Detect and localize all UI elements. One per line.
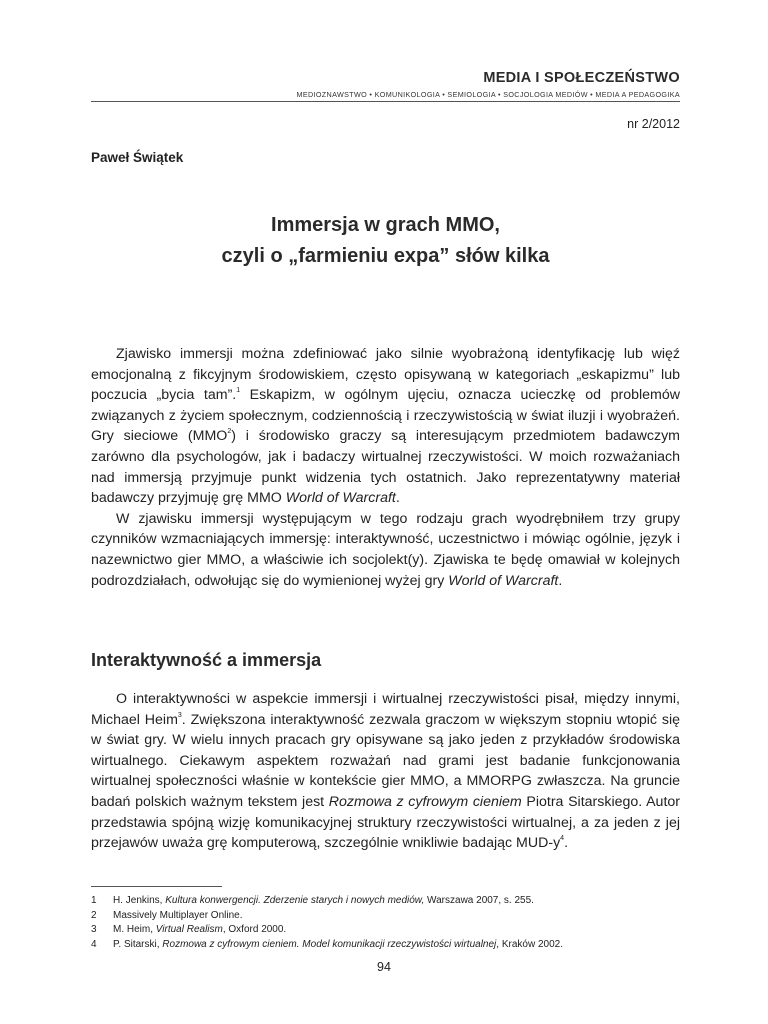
text-run: P. Sitarski, — [113, 938, 163, 950]
text-run: ) i środowisko graczy są interesującym przedmiotem badawczym zarówno dla psychologów, jak i badaczy wirtualnej rzeczywistości. W moich rozważaniach nad immersją przyjmuje punkt widzenia tych ostatnich. Jako reprezentatywny materiał badawczy przyjmuję grę MMO — [91, 428, 681, 507]
text-run: Eskapizm, w ogólnym ujęciu, oznacza ucieczkę od problemów związanych z życiem społecznym, codziennością i rzeczywistością w świat iluzji i wyobrażeń. Gry sieciowe (MMO — [91, 387, 680, 445]
footnote-ref[interactable]: 3 — [177, 711, 182, 719]
text-run: Piotra Sitarskiego. Autor przedstawia spójną wizję komunikacyjnej struktury rzeczywistości wirtualnej, a za jeden z jej przejawów uważa grę komputerową, szczególnie wnikliwie badając MUD-y — [91, 793, 681, 852]
journal-subtitle: MEDIOZNAWSTWO • KOMUNIKOLOGIA • SEMIOLOGIA • SOCJOLOGIA MEDIÓW • MEDIA A PEDAGOGIKA — [296, 90, 680, 99]
footnote-ref[interactable]: 2 — [227, 428, 232, 436]
footnote-ref[interactable]: 1 — [236, 387, 241, 395]
footnote — [91, 909, 680, 924]
paragraph — [91, 689, 680, 854]
text-run: , Kraków 2002. — [496, 938, 563, 950]
footnote-text — [113, 923, 286, 938]
text-run: Zjawisko immersji można zdefiniować jako silnie wyobrażoną identyfikację lub więź emocjonalną z fikcyjnym środowiskiem, często opisywaną w kategoriach „eskapizmu” lub poczucia „bycia tam”. — [91, 346, 680, 404]
page-number: 94 — [377, 960, 391, 974]
footnote-number: 4 — [91, 938, 97, 950]
article-title — [91, 210, 680, 272]
footnote-number: 3 — [91, 924, 97, 936]
issue-number: nr 2/2012 — [627, 117, 680, 131]
paragraph — [91, 344, 680, 509]
section-text — [91, 689, 680, 854]
text-run: . — [564, 835, 569, 852]
text-run: H. Jenkins, — [113, 895, 166, 906]
italic-title: Rozmowa z cyfrowym cieniem. Model komunikacji rzeczywistości wirtualnej — [162, 938, 497, 950]
footnote-number: 2 — [91, 909, 97, 921]
italic-title: Rozmowa z cyfrowym cieniem — [328, 793, 522, 810]
footnote-text — [113, 894, 534, 909]
italic-title: Kultura konwergencji. Zderzenie starych i nowych mediów, — [165, 895, 425, 906]
intro-text — [91, 344, 680, 591]
footnote-text — [113, 909, 243, 924]
text-run: M. Heim, — [113, 924, 156, 936]
text-run: , Oxford 2000. — [222, 924, 287, 936]
text-run: Massively Multiplayer Online. — [113, 909, 243, 921]
paragraph — [91, 509, 680, 591]
italic-title: World of Warcraft — [448, 572, 559, 589]
footnote-ref[interactable]: 4 — [560, 835, 565, 843]
italic-title: Virtual Realism — [155, 924, 223, 936]
italic-title: World of Warcraft — [285, 490, 396, 507]
text-run: . — [395, 490, 400, 507]
text-run: Warszawa 2007, s. 255. — [424, 895, 534, 906]
text-run: . Zwiększona interaktywność zezwala graczom w większym stopniu wtopić się w świat gry. W wielu innych pracach gry opisywane są jako jeden z przykładów środowiska wirtualnego. Ciekawym aspektem rozważań nad grami jest badanie funkcjonowania wirtualnej społeczności właśnie w kontekście gier MMO, a MMORPG zwłaszcza. Na gruncie badań polskich ważnym tekstem jest — [91, 711, 680, 810]
header-divider — [91, 101, 680, 102]
title-line-1: Immersja w grach MMO, — [271, 214, 500, 236]
footnote — [91, 923, 680, 938]
footnote-text — [113, 938, 563, 953]
title-line-2: czyli o „farmieniu expa” słów kilka — [221, 245, 550, 267]
footnotes — [91, 894, 680, 952]
footnote-number: 1 — [91, 895, 97, 906]
text-run: O interaktywności w aspekcie immersji i wirtualnej rzeczywistości pisał, między innymi, Michael Heim — [91, 691, 680, 728]
footnote-divider — [91, 886, 222, 887]
footnote — [91, 894, 680, 909]
author-name: Paweł Świątek — [91, 150, 184, 165]
journal-title: MEDIA I SPOŁECZEŃSTWO — [483, 70, 680, 86]
footnote — [91, 938, 680, 953]
text-run: W zjawisku immersji występującym w tego rodzaju grach wyodrębniłem trzy grupy czynników wzmacniających immersję: interaktywność, uczestnictwo i mówiąc ogólnie, język i nazewnictwo gier MMO, a właściwie ich socjolekt(y). Zjawiska te będę omawiał w kolejnych podrozdziałach, odwołując się do wymienionej wyżej gry — [91, 510, 680, 589]
text-run: . — [558, 572, 563, 589]
section-heading: Interaktywność a immersja — [91, 650, 322, 670]
